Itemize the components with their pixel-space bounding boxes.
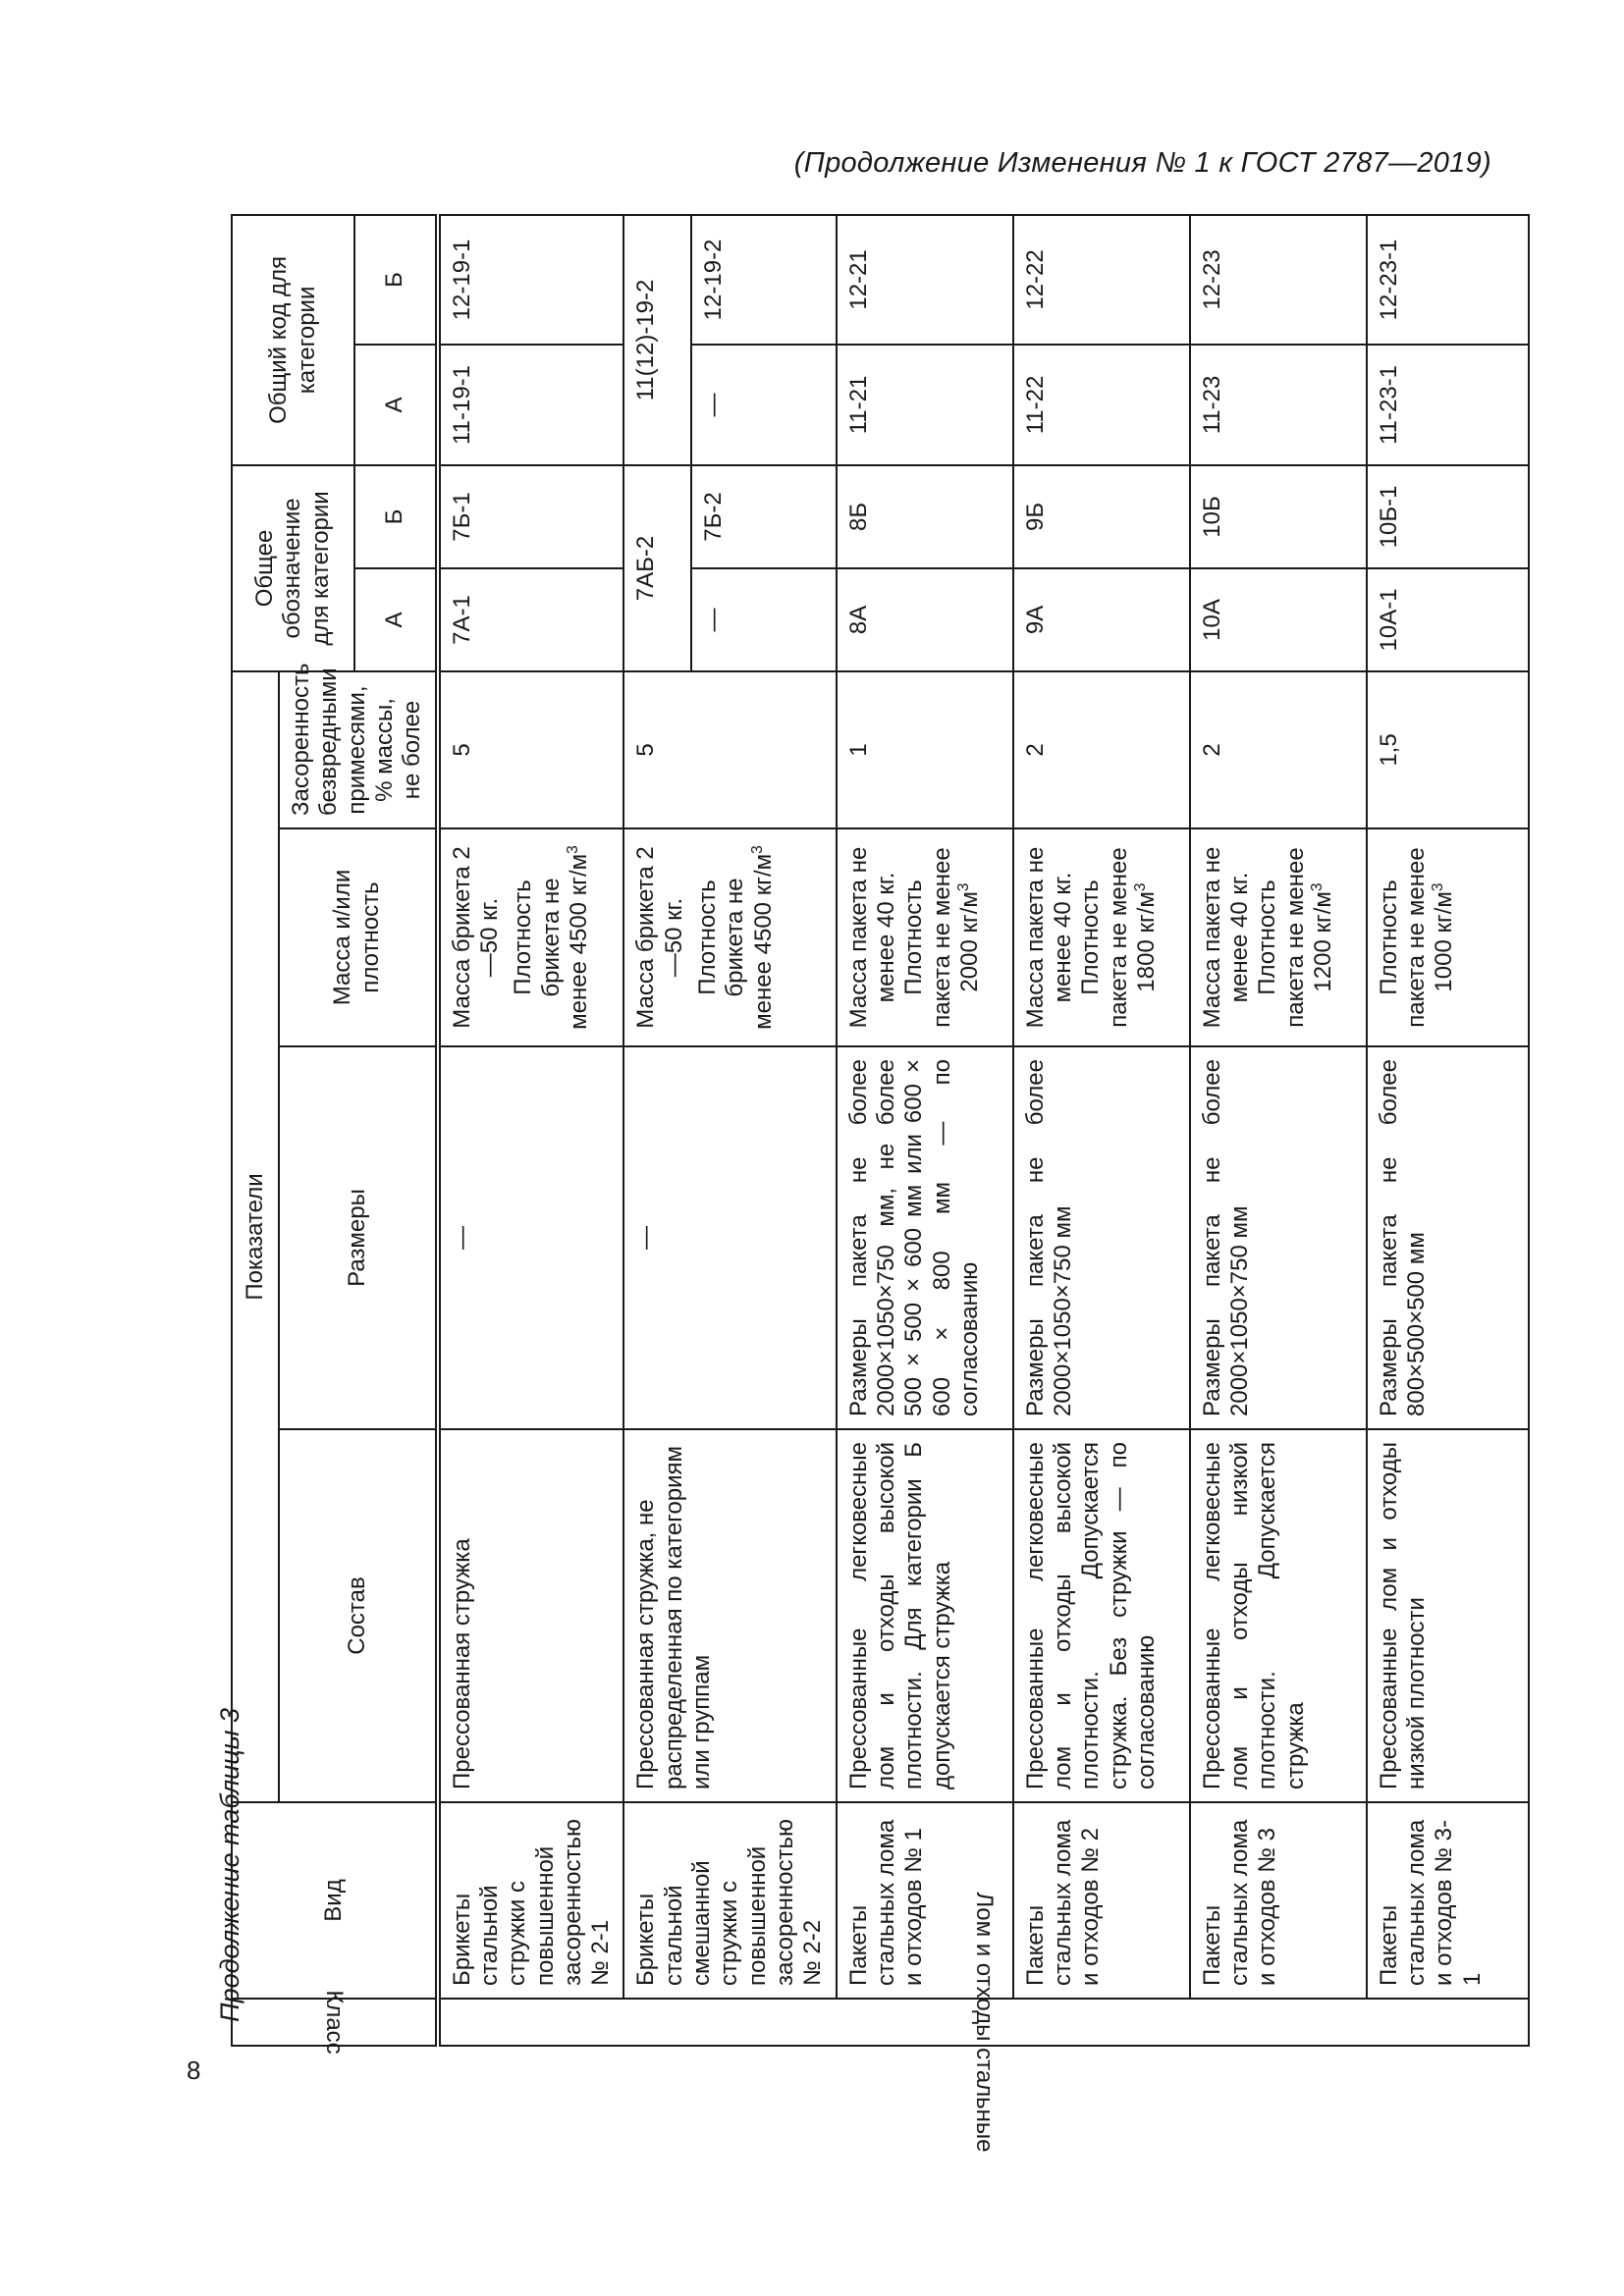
massa-cell: Масса пакета не менее 40 кг. Плотность пакета не менее 1800 $кг/м^3$ — [1013, 828, 1190, 1046]
header-sostav: Состав — [279, 1429, 438, 1802]
page-number: 8 — [187, 2056, 201, 2085]
massa-cell: Плотность пакета не менее 1000 $кг/м^3$ — [1367, 828, 1529, 1046]
header-kod-a: А — [354, 345, 437, 465]
zasor-cell: 2 — [1013, 671, 1190, 828]
sostav-cell: Прессованные легковесные лом и отходы высокой плотности. Для категории Б допускается стружка — [837, 1429, 1013, 1802]
header-oboznachenie: Общее обозначение для категории — [232, 465, 354, 671]
oboz-a-cell: 7А-1 — [438, 568, 624, 671]
header-vid: Вид — [232, 1802, 438, 1999]
table-row — [837, 215, 1013, 2046]
table-row — [1190, 215, 1367, 2046]
table-row — [1367, 215, 1529, 2046]
vid-cell: Пакеты стальных лома и отходов № 3 — [1190, 1802, 1367, 1999]
massa-cell — [438, 828, 624, 1046]
razmery-cell: — — [623, 1046, 836, 1429]
razmery-cell: Размеры пакета не более 800×500×500 мм — [1367, 1046, 1529, 1429]
vid-cell: Пакеты стальных лома и отходов № 3-1 — [1367, 1802, 1529, 1999]
razmery-cell: Размеры пакета не более 2000×1050×750 мм — [1013, 1046, 1190, 1429]
kod-b-cell: 12-19-1 — [438, 215, 624, 345]
massa-cell: Масса пакета не менее 40 кг. Плотность пакета не менее 2000 $кг/м^3$ — [837, 828, 1013, 1046]
header-oboz-b: Б — [354, 465, 437, 568]
header-klass: Класс — [232, 1999, 438, 2046]
table-row — [623, 215, 691, 2046]
kod-a-cell: 11-23 — [1190, 345, 1367, 465]
oboz-a-cell: — — [691, 568, 837, 671]
kod-a-cell: 11-23-1 — [1367, 345, 1529, 465]
oboz-a-cell: 10А-1 — [1367, 568, 1529, 671]
oboz-ab-cell: 7АБ-2 — [623, 465, 691, 671]
oboz-a-cell: 9А — [1013, 568, 1190, 671]
table-3-continuation — [231, 214, 1530, 2153]
kod-a-cell: — — [691, 345, 837, 465]
oboz-b-cell: 10Б — [1190, 465, 1367, 568]
table-row — [438, 215, 624, 2046]
oboz-b-cell: 8Б — [837, 465, 1013, 568]
vid-cell: Брикеты стальной стружки с повышенной засоренностью № 2-1 — [438, 1802, 624, 1999]
kod-b-cell: 12-22 — [1013, 215, 1190, 345]
plotnost-line: Плотность брикета не менее 4500 $кг/м^3$ — [510, 845, 592, 1030]
vid-cell: Пакеты стальных лома и отходов № 1 — [837, 1802, 1013, 1999]
sostav-cell: Прессованная стружка — [438, 1429, 624, 1802]
massa-cell — [623, 828, 836, 1046]
zasor-cell: 1 — [837, 671, 1013, 828]
kod-a-cell: 11-21 — [837, 345, 1013, 465]
massa-cell: Масса пакета не менее 40 кг. Плотность пакета не менее 1200 $кг/м^3$ — [1190, 828, 1367, 1046]
oboz-a-cell: 10А — [1190, 568, 1367, 671]
klass-value-cell: Лом и отходы стальные — [438, 1999, 1529, 2046]
vid-cell: Пакеты стальных лома и отходов № 2 — [1013, 1802, 1190, 1999]
zasor-cell: 5 — [438, 671, 624, 828]
table-caption: Продолжение таблицы 3 — [215, 1707, 244, 2022]
kod-b-cell: 12-21 — [837, 215, 1013, 345]
header-zasorennost: Засоренность безвредными примесями, % массы, не более — [279, 671, 438, 828]
massa-line: Масса брикета 2—50 кг. — [448, 846, 503, 1029]
kod-ab-cell: 11(12)-19-2 — [623, 215, 691, 465]
kod-a-cell: 11-19-1 — [438, 345, 624, 465]
header-pokazateli: Показатели — [232, 671, 279, 1802]
header-oboz-a: А — [354, 568, 437, 671]
kod-b-cell: 12-23 — [1190, 215, 1367, 345]
header-massa: Масса и/или плотность — [279, 828, 438, 1046]
document-header: (Продолжение Изменения № 1 к ГОСТ 2787—2019) — [793, 147, 1491, 179]
plotnost-line: Плотность брикета не менее 4500 $кг/м^3$ — [694, 845, 777, 1030]
massa-line: Масса брикета 2—50 кг. — [632, 846, 687, 1029]
razmery-cell: Размеры пакета не более 2000×1050×750 мм, не более 500 × 500 × 600 мм или 600 × 600 × 800 мм — по согласованию — [837, 1046, 1013, 1429]
vid-cell: Брикеты стальной смешанной стружки с повышенной засоренностью № 2-2 — [623, 1802, 836, 1999]
oboz-b-cell: 7Б-2 — [691, 465, 837, 568]
oboz-a-cell: 8А — [837, 568, 1013, 671]
oboz-b-cell: 7Б-1 — [438, 465, 624, 568]
header-kod-b: Б — [354, 215, 437, 345]
sostav-cell: Прессованные легковесные лом и отходы низкой плотности. Допускается стружка — [1190, 1429, 1367, 1802]
kod-b-cell: 12-23-1 — [1367, 215, 1529, 345]
zasor-cell: 5 — [623, 671, 836, 828]
sostav-cell: Прессованная стружка, не распределенная по категориям или группам — [623, 1429, 836, 1802]
oboz-b-cell: 10Б-1 — [1367, 465, 1529, 568]
zasor-cell: 2 — [1190, 671, 1367, 828]
sostav-cell: Прессованные лом и отходы низкой плотности — [1367, 1429, 1529, 1802]
header-razmery: Размеры — [279, 1046, 438, 1429]
kod-b-cell: 12-19-2 — [691, 215, 837, 345]
kod-a-cell: 11-22 — [1013, 345, 1190, 465]
razmery-cell: — — [438, 1046, 624, 1429]
header-obshchiy-kod: Общий код для категории — [232, 215, 354, 465]
oboz-b-cell: 9Б — [1013, 465, 1190, 568]
sostav-cell: Прессованные легковесные лом и отходы высокой плотности. Допускается стружка. Без стружки — по согласованию — [1013, 1429, 1190, 1802]
table-row — [1013, 215, 1190, 2046]
zasor-cell: 1,5 — [1367, 671, 1529, 828]
razmery-cell: Размеры пакета не более 2000×1050×750 мм — [1190, 1046, 1367, 1429]
rotated-table-wrapper — [231, 216, 1492, 2153]
